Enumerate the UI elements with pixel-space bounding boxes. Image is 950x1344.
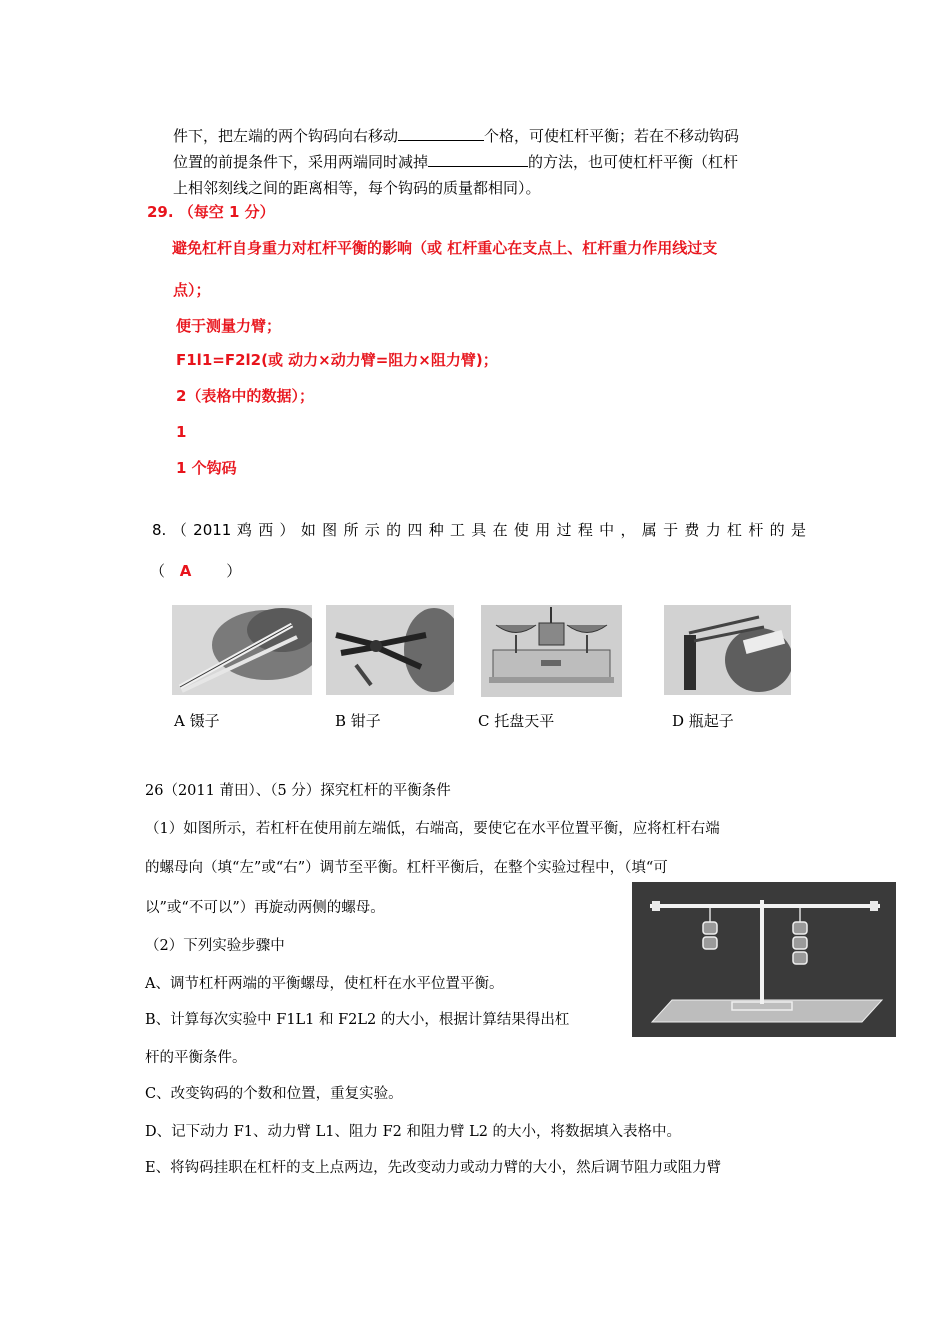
paren-close: ） [226,562,242,580]
tweezers-image [172,605,312,695]
answer-line: 1 个钩码 [176,459,237,477]
answer-line: 点）； [173,281,211,299]
answer-line: F1l1=F2l2(或 动力×动力臂=阻力×阻力臂)； [176,351,498,369]
text-line [173,152,738,172]
step-item: B、计算每次实验中 F1L1 和 F2L2 的大小，根据计算结果得出杠 [145,1012,570,1028]
text-line: 上相邻刻线之间的距离相等，每个钩码的质量都相同）。 [173,179,541,197]
question-stem: 8. （ 2011 鸡 西 ） 如 图 所 示 的 四 种 工 具 在 使 用 过 程 中 ， 属 于 费 力 杠 杆 的 是 [152,521,806,539]
answer-line: 避免杠杆自身重力对杠杆平衡的影响（或 杠杆重心在支点上、杠杆重力作用线过支 [172,239,718,257]
text-line [173,126,739,146]
option-label: A 镊子 [174,712,220,730]
lever-apparatus-image [632,882,896,1037]
answer-choice: A [179,562,192,580]
step-item: A、调节杠杆两端的平衡螺母，使杠杆在水平位置平衡。 [145,976,504,992]
fill-blank [428,152,528,167]
text-line: 的螺母向（填“左”或“右”）调节至平衡。杠杆平衡后，在整个实验过程中，（填“可 [145,860,668,876]
answer-line: 1 [176,423,187,441]
bottle-opener-image [664,605,791,695]
option-label: C 托盘天平 [478,712,555,730]
text-fragment: 的方法，也可使杠杆平衡（杠杆 [528,153,739,171]
answer-heading: 29. （每空 1 分） [147,203,275,221]
text-fragment: 件下，把左端的两个钩码向右移动 [173,127,399,145]
paren-open: （ [150,562,166,580]
step-item: E、将钩码挂职在杠杆的支上点两边，先改变动力或动力臂的大小，然后调节阻力或阻力臂 [145,1160,722,1176]
text-line: （2）下列实验步骤中 [145,938,285,954]
question-heading: 26（2011 莆田）、（5 分）探究杠杆的平衡条件 [145,783,451,799]
step-item: C、改变钩码的个数和位置，重复实验。 [145,1086,403,1102]
pliers-image [326,605,454,695]
text-line: （1）如图所示，若杠杆在使用前左端低，右端高，要使它在水平位置平衡，应将杠杆右端 [145,821,720,837]
answer-line: 2（表格中的数据）； [176,387,314,405]
step-item: D、记下动力 F1、动力臂 L1、阻力 F2 和阻力臂 L2 的大小，将数据填入表格中。 [145,1124,682,1140]
balance-scale-image [481,605,622,697]
text-fragment: 位置的前提条件下，采用两端同时减掉 [173,153,429,171]
answer-line: 便于测量力臂； [176,317,282,335]
option-label: D 瓶起子 [672,712,734,730]
answer-parentheses [150,561,241,581]
text-fragment: 个格，可使杠杆平衡；若在不移动钩码 [484,127,740,145]
fill-blank [398,126,484,141]
text-line: 以”或“不可以”）再旋动两侧的螺母。 [145,900,385,916]
step-item: 杆的平衡条件。 [145,1050,247,1066]
option-label: B 钳子 [335,712,381,730]
